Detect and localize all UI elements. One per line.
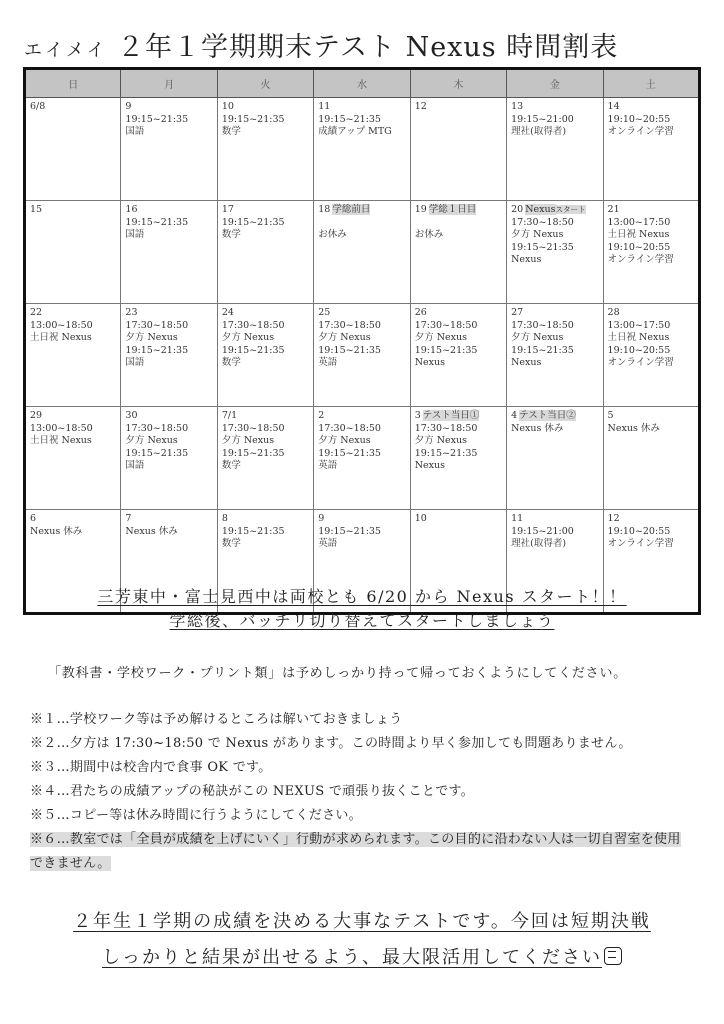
day-entry-line: 19:15~21:35 xyxy=(511,344,574,356)
day-entry-line: 19:10~20:55 xyxy=(607,241,671,253)
day-number: 4 xyxy=(511,410,518,421)
day-number: 15 xyxy=(30,204,43,215)
day-entry-line: 17:30~18:50 xyxy=(125,422,189,434)
day-entry-line: 夕方 Nexus xyxy=(221,332,275,344)
day-entry-line: 19:15~21:35 xyxy=(414,447,478,459)
day-entry-line: 夕方 Nexus xyxy=(511,332,564,344)
day-heading xyxy=(608,513,694,526)
day-entry-line: 理社(取得者) xyxy=(511,538,567,550)
note-2: ※２…夕方は 17:30~18:50 で Nexus があります。この時間より早く参加しても問題ありません。 xyxy=(30,736,632,751)
calendar-day-cell xyxy=(25,98,121,201)
calendar-day-cell xyxy=(603,407,699,510)
day-heading xyxy=(608,410,694,423)
day-entry-line: 土日祝 Nexus xyxy=(607,332,670,344)
day-entry-line: 19:15~21:35 xyxy=(318,525,381,537)
day-number: 10 xyxy=(221,101,234,112)
bring-materials-note: 「教科書・学校ワーク・プリント類」は予めしっかり持って帰っておくようにしてください。 xyxy=(48,666,628,681)
day-entry-line: 夕方 Nexus xyxy=(414,332,467,344)
day-entry-line: Nexus 休み xyxy=(607,422,660,434)
day-entry-line: 国語 xyxy=(125,460,145,472)
day-number: 8 xyxy=(221,513,228,524)
calendar-week-row xyxy=(25,407,700,510)
day-heading xyxy=(415,307,502,320)
day-entry-line: 19:15~21:00 xyxy=(511,525,574,537)
weekday-header: 日 xyxy=(25,69,121,98)
day-entry-line: 19:15~21:35 xyxy=(221,216,285,228)
day-entry-line: 17:30~18:50 xyxy=(511,216,574,228)
closing-text-2: しっかりと結果が出せるよう、最大限活用してください xyxy=(102,947,602,968)
day-entry-line: Nexus xyxy=(414,460,445,472)
day-heading xyxy=(222,410,309,423)
day-number: 28 xyxy=(607,307,620,318)
notes-list xyxy=(30,708,690,876)
day-entry-line: 19:15~21:35 xyxy=(318,344,381,356)
day-heading xyxy=(415,513,502,526)
day-entry-line: 13:00~18:50 xyxy=(30,319,93,331)
day-entry-line: 19:10~20:55 xyxy=(607,113,671,125)
day-tag-small: スタート xyxy=(555,205,586,214)
day-heading xyxy=(125,101,212,114)
calendar-day-cell xyxy=(121,98,217,201)
calendar-day-cell xyxy=(410,98,506,201)
day-number: 7/1 xyxy=(221,410,238,421)
day-heading xyxy=(125,307,212,320)
note-6: ※６…教室では「全員が成績を上げにいく」行動が求められます。この目的に沿わない人は一切自習室を使用できません。 xyxy=(30,832,681,871)
day-entry-line: 19:15~21:35 xyxy=(221,344,285,356)
day-entry-line: 夕方 Nexus xyxy=(221,435,275,447)
day-heading xyxy=(608,307,694,320)
title-main: ２年１学期期末テスト Nexus 時間割表 xyxy=(117,32,619,63)
calendar-day-cell xyxy=(314,304,410,407)
day-entry-line: Nexus xyxy=(511,254,542,266)
day-heading xyxy=(222,307,309,320)
day-number: 29 xyxy=(30,410,43,421)
closing-line-1 xyxy=(0,910,724,934)
day-heading xyxy=(318,410,405,423)
note-6-wrapper xyxy=(30,828,690,876)
day-number: 11 xyxy=(318,101,331,112)
day-entry-line: 土日祝 Nexus xyxy=(30,435,92,447)
day-number: 20 xyxy=(511,204,524,215)
calendar-day-cell xyxy=(25,304,121,407)
day-number: 30 xyxy=(125,410,138,421)
calendar-week-row xyxy=(25,304,700,407)
day-heading xyxy=(511,410,598,423)
day-heading xyxy=(511,307,598,320)
day-number: 10 xyxy=(414,513,427,524)
day-entry-line xyxy=(415,217,502,230)
day-tag: Nexus xyxy=(525,204,556,215)
day-entry-line: 19:15~21:35 xyxy=(221,113,285,125)
day-entry-line: Nexus 休み xyxy=(511,422,564,434)
calendar-day-cell xyxy=(121,304,217,407)
day-number: 22 xyxy=(30,307,43,318)
page-title xyxy=(24,30,704,69)
day-heading xyxy=(125,410,212,423)
day-number: 6 xyxy=(30,513,37,524)
calendar-body xyxy=(25,98,700,614)
weekday-header: 土 xyxy=(603,69,699,98)
note-4: ※４…君たちの成績アップの秘訣がこの NEXUS で頑張り抜くことです。 xyxy=(30,784,475,799)
day-heading xyxy=(511,204,598,217)
day-tag: 学総１日目 xyxy=(428,204,477,215)
day-heading xyxy=(125,513,212,526)
weekday-header: 木 xyxy=(410,69,506,98)
day-entry-line: 17:30~18:50 xyxy=(511,319,574,331)
notice-text-2: 学総後、バッチリ切り替えてスタートしましょう xyxy=(169,611,555,630)
calendar-day-cell xyxy=(217,201,313,304)
day-entry-line: Nexus 休み xyxy=(125,525,178,537)
day-heading xyxy=(511,101,598,114)
note-1: ※１…学校ワーク等は予め解けるところは解いておきましょう xyxy=(30,712,403,727)
day-heading xyxy=(318,307,405,320)
day-number: 19 xyxy=(414,204,427,215)
calendar-day-cell xyxy=(121,201,217,304)
calendar-day-cell xyxy=(507,201,603,304)
day-heading xyxy=(30,513,116,526)
calendar-day-cell xyxy=(410,407,506,510)
day-entry-line: 国語 xyxy=(125,357,145,369)
day-entry-line: オンライン学習 xyxy=(607,538,674,550)
day-entry-line: 17:30~18:50 xyxy=(221,319,285,331)
day-entry-line: 数学 xyxy=(221,538,241,550)
day-heading xyxy=(318,204,405,217)
day-heading xyxy=(30,410,116,423)
day-heading xyxy=(30,204,116,217)
calendar-day-cell xyxy=(314,201,410,304)
day-entry-line: 19:15~21:35 xyxy=(318,113,381,125)
day-number: 24 xyxy=(221,307,234,318)
day-number: 13 xyxy=(511,101,524,112)
day-heading xyxy=(222,101,309,114)
day-number: 18 xyxy=(318,204,331,215)
day-entry-line: 17:30~18:50 xyxy=(221,422,285,434)
weekday-header: 月 xyxy=(121,69,217,98)
day-heading xyxy=(415,101,502,114)
note-3: ※３…期間中は校舎内で食事 OK です。 xyxy=(30,760,272,775)
weekday-header-row xyxy=(25,69,700,98)
day-number: 2 xyxy=(318,410,325,421)
day-number: 23 xyxy=(125,307,138,318)
day-entry-line: 英語 xyxy=(318,538,338,550)
day-entry-line: 19:15~21:35 xyxy=(511,241,574,253)
day-entry-line: 17:30~18:50 xyxy=(414,422,478,434)
day-entry-line: Nexus xyxy=(511,357,542,369)
calendar-day-cell xyxy=(507,407,603,510)
calendar-day-cell xyxy=(603,304,699,407)
day-entry-line: 数学 xyxy=(221,460,241,472)
day-entry-line: オンライン学習 xyxy=(607,126,674,138)
day-number: 9 xyxy=(318,513,325,524)
day-entry-line: 19:15~21:35 xyxy=(125,113,189,125)
day-entry-line: 17:30~18:50 xyxy=(318,319,381,331)
day-entry-line: 19:15~21:35 xyxy=(414,344,478,356)
day-heading xyxy=(222,513,309,526)
day-heading xyxy=(415,204,502,217)
day-entry-line: 夕方 Nexus xyxy=(318,332,371,344)
day-number: 5 xyxy=(607,410,614,421)
day-heading xyxy=(608,204,694,217)
day-heading xyxy=(125,204,212,217)
day-entry-line: 国語 xyxy=(125,126,145,138)
day-number: 12 xyxy=(607,513,620,524)
day-tag: テスト当日② xyxy=(519,410,576,421)
day-entry-line: 夕方 Nexus xyxy=(318,435,371,447)
calendar-day-cell xyxy=(314,98,410,201)
day-entry-line: 英語 xyxy=(318,357,338,369)
day-entry-line: 土日祝 Nexus xyxy=(607,229,670,241)
calendar-day-cell xyxy=(410,201,506,304)
day-entry-line xyxy=(318,217,405,230)
day-number: 17 xyxy=(221,204,234,215)
day-entry-line: オンライン学習 xyxy=(607,357,674,369)
day-heading xyxy=(30,101,116,114)
day-number: 12 xyxy=(414,101,427,112)
day-entry-line: 国語 xyxy=(125,229,145,241)
day-entry-line: 数学 xyxy=(221,229,241,241)
day-entry-line: Nexus xyxy=(414,357,445,369)
day-entry-line: 夕方 Nexus xyxy=(414,435,467,447)
day-number: 26 xyxy=(414,307,427,318)
day-entry-line: 夕方 Nexus xyxy=(511,229,564,241)
day-entry-line: 17:30~18:50 xyxy=(414,319,478,331)
notice-line-2 xyxy=(0,610,724,632)
day-heading xyxy=(608,101,694,114)
day-entry-line: 19:15~21:35 xyxy=(125,344,189,356)
day-entry-line: 夕方 Nexus xyxy=(125,435,178,447)
day-heading xyxy=(318,513,405,526)
day-entry-line: お休み xyxy=(414,229,444,241)
day-entry-line: 19:15~21:35 xyxy=(221,525,285,537)
fist-icon xyxy=(604,947,622,965)
notice-line-1 xyxy=(0,586,724,608)
day-number: 25 xyxy=(318,307,331,318)
weekday-header: 水 xyxy=(314,69,410,98)
day-heading xyxy=(222,204,309,217)
day-number: 14 xyxy=(607,101,620,112)
calendar-day-cell xyxy=(603,98,699,201)
day-entry-line: 17:30~18:50 xyxy=(125,319,189,331)
day-entry-line: 夕方 Nexus xyxy=(125,332,178,344)
calendar-day-cell xyxy=(507,304,603,407)
day-heading xyxy=(30,307,116,320)
calendar-day-cell xyxy=(217,304,313,407)
day-entry-line: 19:15~21:35 xyxy=(125,216,189,228)
day-entry-line: 19:15~21:35 xyxy=(125,447,189,459)
day-entry-line: 19:15~21:00 xyxy=(511,113,574,125)
day-entry-line: 19:15~21:35 xyxy=(318,447,381,459)
schedule-calendar xyxy=(23,67,701,615)
day-entry-line: 数学 xyxy=(221,126,241,138)
calendar-day-cell xyxy=(25,201,121,304)
day-number: 9 xyxy=(125,101,132,112)
day-entry-line: お休み xyxy=(318,229,347,241)
calendar-day-cell xyxy=(507,98,603,201)
calendar-day-cell xyxy=(217,98,313,201)
weekday-header: 金 xyxy=(507,69,603,98)
day-entry-line: 13:00~17:50 xyxy=(607,319,671,331)
day-tag: テスト当日① xyxy=(422,410,480,421)
day-entry-line: 17:30~18:50 xyxy=(318,422,381,434)
calendar-day-cell xyxy=(314,407,410,510)
day-number: 6/8 xyxy=(30,101,46,112)
notice-text-1: 三芳東中・富士見西中は両校とも 6/20 から Nexus スタート！！ xyxy=(97,587,627,606)
weekday-header: 火 xyxy=(217,69,313,98)
day-entry-line: 19:10~20:55 xyxy=(607,344,671,356)
day-entry-line: 土日祝 Nexus xyxy=(30,332,92,344)
calendar-day-cell xyxy=(217,407,313,510)
day-number: 3 xyxy=(414,410,421,421)
day-entry-line: オンライン学習 xyxy=(607,254,674,266)
day-entry-line: 13:00~18:50 xyxy=(30,422,93,434)
closing-line-2 xyxy=(0,946,724,970)
day-entry-line: 英語 xyxy=(318,460,338,472)
calendar-day-cell xyxy=(121,407,217,510)
calendar-week-row xyxy=(25,98,700,201)
day-entry-line: 19:10~20:55 xyxy=(607,525,671,537)
calendar-day-cell xyxy=(25,407,121,510)
day-entry-line: 19:15~21:35 xyxy=(221,447,285,459)
day-entry-line: 数学 xyxy=(221,357,241,369)
day-entry-line: 13:00~17:50 xyxy=(607,216,671,228)
calendar-week-row xyxy=(25,201,700,304)
closing-text-1: ２年生１学期の成績を決める大事なテストです。今回は短期決戦 xyxy=(73,911,651,932)
note-5: ※５…コピー等は休み時間に行うようにしてください。 xyxy=(30,808,362,823)
day-heading xyxy=(511,513,598,526)
day-entry-line: 成績アップ MTG xyxy=(318,126,392,138)
title-prefix: エイメイ xyxy=(24,40,108,61)
day-number: 21 xyxy=(607,204,620,215)
day-tag: 学総前日 xyxy=(332,204,371,215)
calendar-day-cell xyxy=(603,201,699,304)
day-heading xyxy=(415,410,502,423)
calendar-day-cell xyxy=(410,304,506,407)
day-entry-line: Nexus 休み xyxy=(30,525,83,537)
day-heading xyxy=(318,101,405,114)
day-number: 27 xyxy=(511,307,524,318)
day-entry-line: 理社(取得者) xyxy=(511,126,567,138)
day-number: 11 xyxy=(511,513,524,524)
day-number: 16 xyxy=(125,204,138,215)
day-number: 7 xyxy=(125,513,132,524)
